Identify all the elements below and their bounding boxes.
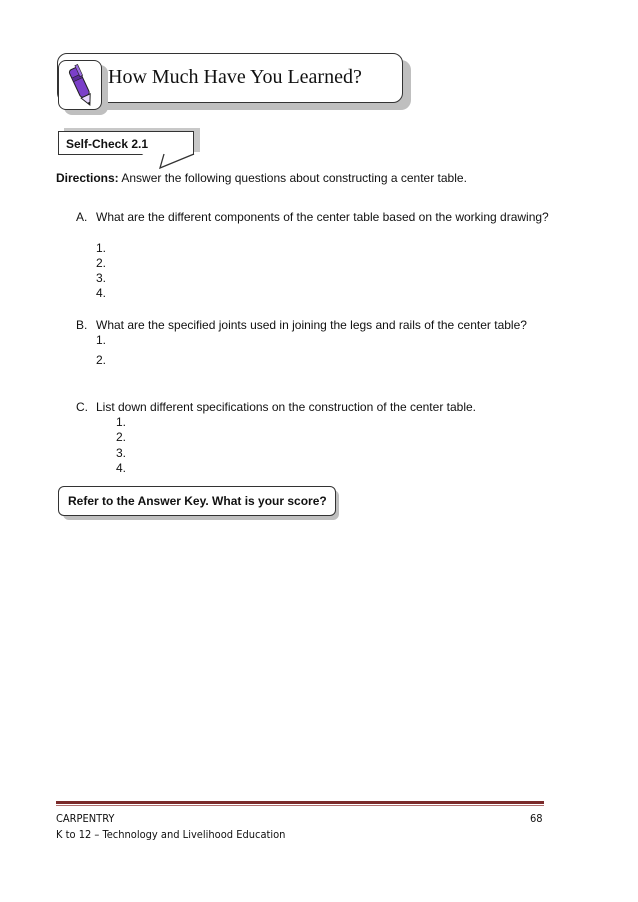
question-c-letter: C. xyxy=(76,400,88,414)
icon-box xyxy=(58,60,102,110)
list-item: 4. xyxy=(116,461,127,475)
question-a-letter: A. xyxy=(76,210,88,224)
list-item: 4. xyxy=(96,286,107,300)
directions xyxy=(56,171,467,185)
list-item: 1. xyxy=(96,333,107,347)
question-c-text: List down different specifications on the construction of the center table. xyxy=(96,400,477,414)
footer-page-number: 68 xyxy=(530,812,543,825)
page-title: How Much Have You Learned? xyxy=(108,66,362,88)
list-item: 1. xyxy=(116,415,127,429)
footer-program: K to 12 – Technology and Livelihood Education xyxy=(56,828,286,841)
question-a-text: What are the different components of the center table based on the working drawing? xyxy=(96,210,549,224)
pen-icon xyxy=(59,61,102,110)
self-check-label: Self-Check 2.1 xyxy=(66,137,149,151)
directions-text: Answer the following questions about constructing a center table. xyxy=(121,171,467,185)
list-item: 2. xyxy=(116,430,127,444)
directions-label: Directions: xyxy=(56,171,119,185)
list-item: 1. xyxy=(96,241,107,255)
question-b-letter: B. xyxy=(76,318,88,332)
list-item: 3. xyxy=(96,271,107,285)
answer-key-prompt: Refer to the Answer Key. What is your score? xyxy=(68,494,327,508)
footer-divider xyxy=(56,801,544,804)
list-item: 2. xyxy=(96,256,107,270)
callout-tail xyxy=(140,140,210,170)
list-item: 2. xyxy=(96,353,107,367)
list-item: 3. xyxy=(116,446,127,460)
question-b-text: What are the specified joints used in joining the legs and rails of the center table? xyxy=(96,318,527,332)
footer-subject: CARPENTRY xyxy=(56,812,115,825)
footer-divider-thin xyxy=(56,805,544,806)
